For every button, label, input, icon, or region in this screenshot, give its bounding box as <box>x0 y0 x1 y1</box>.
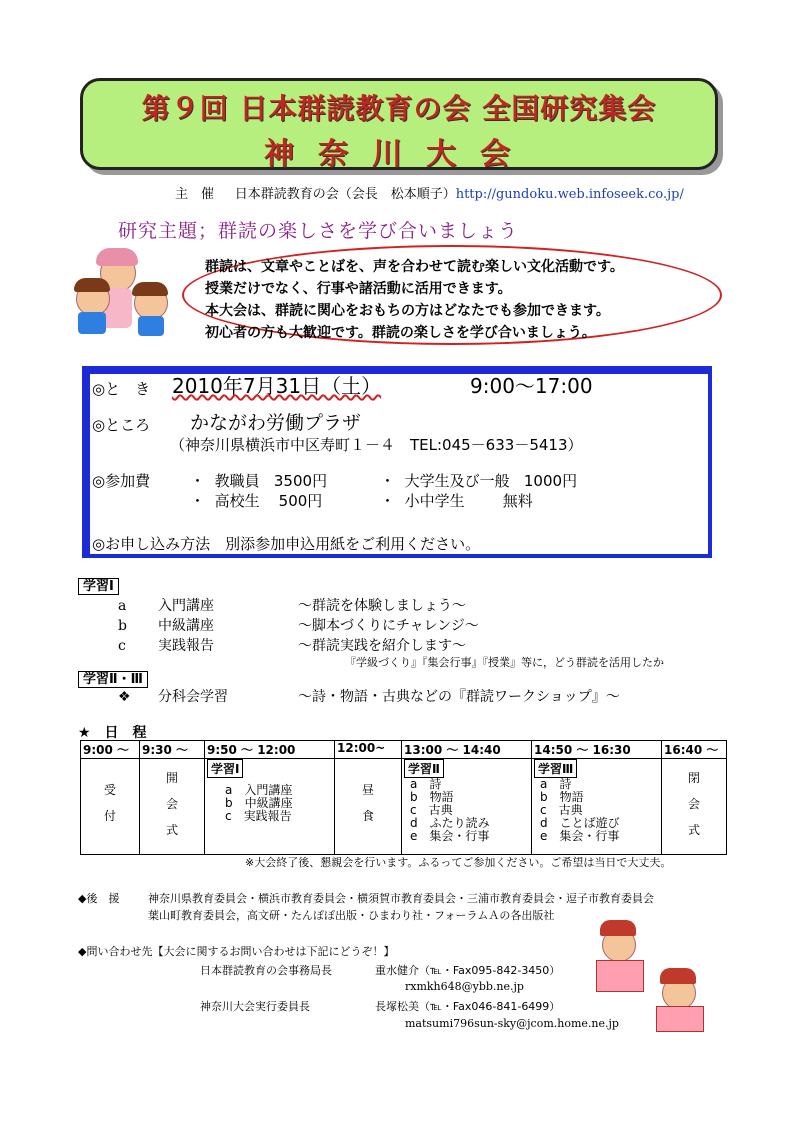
contact-label: ◆問い合わせ先【大会に関するお問い合わせは下記にどうぞ！】 <box>78 945 395 958</box>
venue-address: （神奈川県横浜市中区寿町１－４ TEL:045－633－5413） <box>170 436 583 454</box>
study2-cell: 学習Ⅱ a 詩 b 物語 c 古典 d ふたり読み e 集会・行事 <box>402 759 532 855</box>
title-line2: 神奈川大会 <box>264 137 534 172</box>
list-item: a 入門講座 ～群読を体験しましょう～ <box>118 598 466 614</box>
study1-tag: 学習Ⅰ <box>207 759 243 778</box>
time-cell: 13:00 ～ 14:40 <box>402 741 532 759</box>
title-banner <box>80 78 718 170</box>
opening-cell: 開 会 式 <box>140 759 205 855</box>
time-cell: 14:50 ～ 16:30 <box>532 741 662 759</box>
children-illustration <box>72 248 182 338</box>
support-label: ◆後 援 <box>78 892 120 905</box>
time-cell: 9:50 ～ 12:00 <box>205 741 335 759</box>
reception-cell: 受 付 <box>81 759 140 855</box>
where-label: ◎ところ <box>92 416 151 434</box>
fee-item: ・ 教職員 3500円 <box>190 472 328 490</box>
list-item: b 中級講座 ～脚本づくりにチャレンジ～ <box>118 618 479 634</box>
intro-line: 初心者の方も大歓迎です。群読の楽しさを学び合いましょう。 <box>205 325 596 341</box>
study23-label: 学習Ⅱ・Ⅲ <box>78 668 148 687</box>
lunch-cell: 昼 食 <box>335 759 402 855</box>
title-line1: 第９回 日本群読教育の会 全国研究集会 <box>141 92 657 125</box>
time-cell: 16:40 ～ <box>662 741 727 759</box>
intro-line: 本大会は、群読に関心をおもちの方はどなたでも参加できます。 <box>205 303 610 319</box>
study3-tag: 学習Ⅲ <box>534 759 577 778</box>
when-label: ◎と き <box>92 380 151 398</box>
intro-text <box>205 256 624 344</box>
study1-cell: 学習Ⅰ a 入門講座 b 中級講座 c 実践報告 <box>205 759 335 855</box>
fee-item: ・ 小中学生 無料 <box>380 492 533 510</box>
study1-note: 『学級づくり』『集会行事』『授業』等に，どう群読を活用したか <box>345 656 664 669</box>
support-line1: 神奈川県教育委員会・横浜市教育委員会・横須賀市教育委員会・三浦市教育委員会・逗子市教育委員会 <box>148 892 654 905</box>
study1-label: 学習Ⅰ <box>78 575 119 594</box>
host-line <box>175 183 684 202</box>
time-cell: 9:30 ～ <box>140 741 205 759</box>
support-line2: 葉山町教育委員会，高文研・たんぽぽ出版・ひまわり社・フォーラムＡの各出版社 <box>148 909 555 922</box>
list-item: c 実践報告 ～群読実践を紹介します～ <box>118 638 466 654</box>
event-date: 2010年7月31日（土） <box>172 374 382 398</box>
event-time: 9:00～17:00 <box>470 374 593 398</box>
intro-line: 授業だけでなく、行事や諸活動に活用できます。 <box>205 281 512 297</box>
intro-line: 群読は、文章やことばを、声を合わせて読む楽しい文化活動です。 <box>205 259 624 275</box>
contact-name: 重水健介（℡・Fax095-842-3450） <box>375 964 561 977</box>
study1-list <box>118 596 479 656</box>
host-url-link[interactable]: http://gundoku.web.infoseek.co.jp/ <box>455 187 684 202</box>
study23-item: ❖ 分科会学習 ～詩・物語・古典などの『群読ワークショップ』～ <box>118 689 620 705</box>
schedule-heading: ★ 日 程 <box>78 725 147 741</box>
closing-cell: 閉 会 式 <box>662 759 727 855</box>
contact-name: 長塚松美（℡・Fax046-841-6499） <box>375 1000 561 1013</box>
contact-email[interactable]: rxmkh648@ybb.ne.jp <box>405 980 524 993</box>
time-cell: 9:00 ～ <box>81 741 140 759</box>
host-name: 日本群読教育の会（会長 松本順子） <box>234 187 456 202</box>
contact-role: 日本群読教育の会事務局長 <box>200 964 332 977</box>
readers-illustration <box>592 920 712 1032</box>
fee-label: ◎参加費 <box>92 472 151 490</box>
theme: 研究主題；群読の楽しさを学び合いましょう <box>118 220 519 242</box>
fee-item: ・ 高校生 500円 <box>190 492 323 510</box>
time-cell: 12:00~ <box>335 741 402 759</box>
venue: かながわ労働プラザ <box>190 412 362 434</box>
study2-tag: 学習Ⅱ <box>404 759 444 778</box>
fee-item: ・ 大学生及び一般 1000円 <box>380 472 578 490</box>
contact-role: 神奈川大会実行委員長 <box>200 1000 310 1013</box>
apply-method: ◎お申し込み方法 別添参加申込用紙をご利用ください。 <box>92 535 481 553</box>
schedule-table <box>80 740 727 855</box>
contact-email[interactable]: matsumi796sun-sky@jcom.home.ne.jp <box>405 1017 619 1030</box>
host-label: 主 催 <box>175 187 215 202</box>
schedule-note: ※大会終了後、懇親会を行います。ふるってご参加ください。ご希望は当日で大丈夫。 <box>245 856 672 869</box>
study3-cell: 学習Ⅲ a 詩 b 物語 c 古典 d ことば遊び e 集会・行事 <box>532 759 662 855</box>
